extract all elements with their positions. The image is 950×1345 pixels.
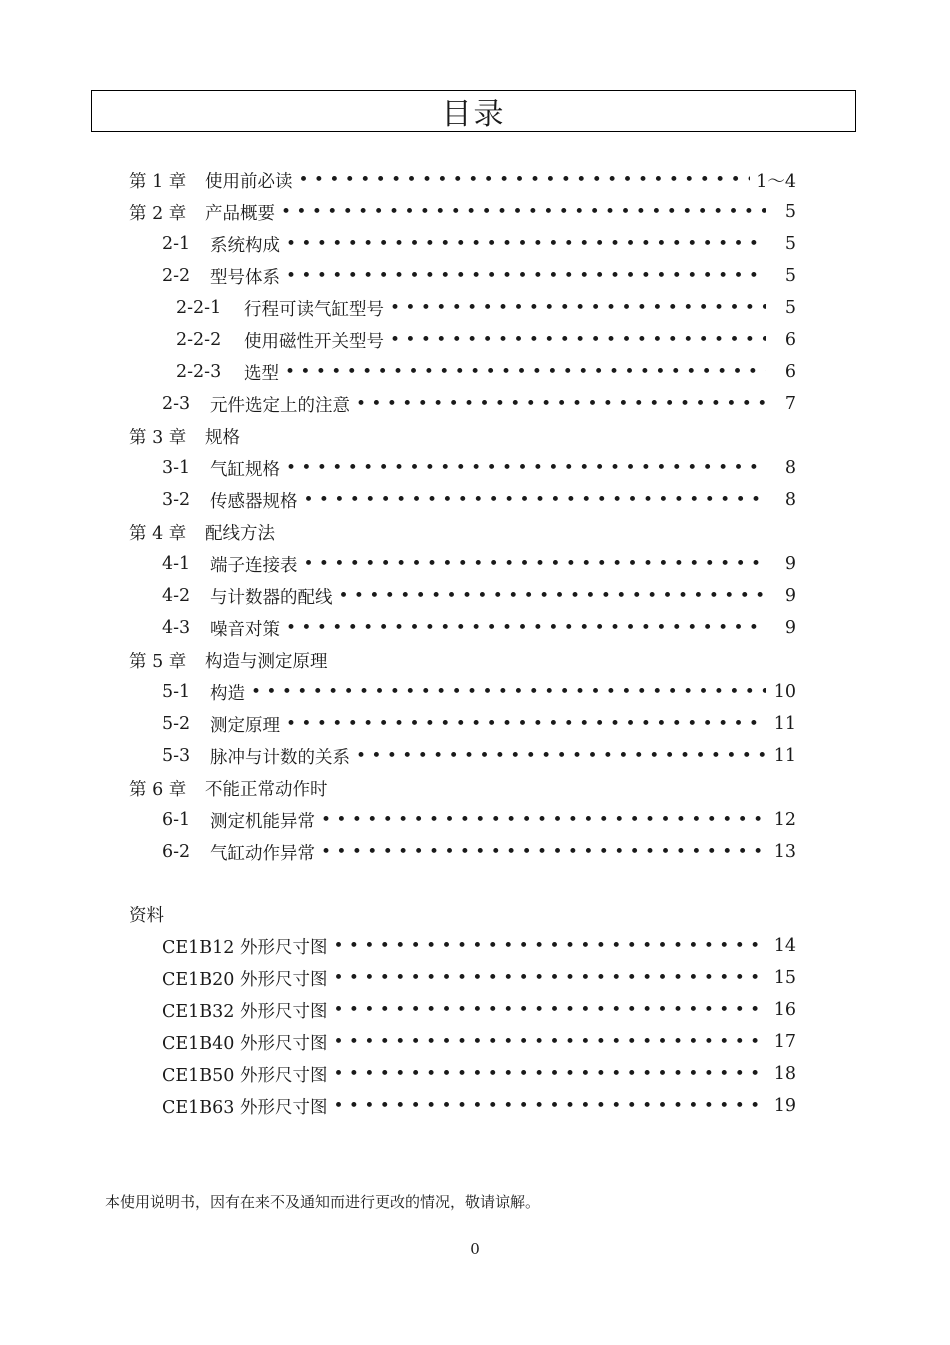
toc-entry-number: 6-2 — [162, 842, 191, 862]
toc-entry-label: 构造 — [210, 683, 245, 704]
toc-entry-label: 测定原理 — [210, 715, 280, 736]
toc-entry-page: 6 — [784, 330, 796, 350]
toc-entry-leader-dots — [251, 682, 766, 702]
toc-entry-number: 6-1 — [162, 810, 191, 830]
toc-entry-leader-dots — [356, 394, 766, 414]
toc-entry-row[interactable] — [162, 744, 796, 768]
toc-entry-number: 2-1 — [162, 234, 191, 254]
toc-entry-leader-dots — [304, 490, 767, 510]
toc-entry-row[interactable] — [162, 616, 796, 640]
toc-entry-leader-dots — [321, 810, 766, 830]
toc-entry-label: 不能正常动作时 — [205, 779, 328, 800]
toc-entry-page: 5 — [784, 202, 796, 222]
appendix-entry-page: 14 — [773, 936, 796, 956]
toc-entry-leader-dots — [390, 330, 766, 350]
toc-entry-number: 2-3 — [162, 394, 191, 414]
toc-entry-leader-dots — [286, 458, 766, 478]
toc-entry-number: 第 6 章 — [129, 779, 187, 800]
toc-entry-leader-dots — [286, 266, 766, 286]
toc-entry-page: 10 — [773, 682, 796, 702]
toc-entry-leader-dots — [286, 714, 766, 734]
toc-entry-number: 第 2 章 — [129, 203, 187, 224]
appendix-entry-page: 18 — [773, 1064, 796, 1084]
toc-entry-label: 配线方法 — [205, 523, 275, 544]
toc-entry-row[interactable] — [176, 328, 796, 352]
toc-entry-row[interactable] — [162, 808, 796, 832]
appendix-entry-label: CE1B12 外形尺寸图 — [162, 937, 328, 958]
toc-entry-page: 8 — [784, 458, 796, 478]
disclaimer-note: 本使用说明书，因有在来不及通知而进行更改的情况，敬请谅解。 — [105, 1193, 541, 1211]
toc-entry-row[interactable] — [162, 552, 796, 576]
appendix-entry-leader-dots — [334, 1064, 767, 1084]
toc-entry-leader-dots — [286, 234, 766, 254]
toc-entry-number: 4-2 — [162, 586, 191, 606]
appendix-entry-label: CE1B20 外形尺寸图 — [162, 969, 328, 990]
toc-entry-label: 气缸动作异常 — [210, 843, 315, 864]
toc-entry-leader-dots — [299, 170, 751, 190]
toc-entry-number: 4-3 — [162, 618, 191, 638]
toc-entry-label: 系统构成 — [210, 235, 280, 256]
toc-entry-leader-dots — [390, 298, 766, 318]
toc-entry-leader-dots — [356, 746, 766, 766]
toc-entry-row[interactable] — [162, 584, 796, 608]
toc-entry-row[interactable] — [162, 232, 796, 256]
toc-entry-row[interactable] — [162, 456, 796, 480]
toc-entry-page: 9 — [784, 554, 796, 574]
appendix-entry-leader-dots — [334, 1000, 767, 1020]
toc-entry-row[interactable] — [162, 488, 796, 512]
appendix-entry-row[interactable] — [162, 1030, 796, 1054]
appendix-entry-row[interactable] — [162, 1062, 796, 1086]
toc-entry-page: 5 — [784, 298, 796, 318]
toc-entry-row[interactable] — [129, 424, 240, 448]
toc-entry-number: 2-2-3 — [176, 362, 222, 382]
toc-entry-page: 12 — [773, 810, 796, 830]
toc-entry-label: 与计数器的配线 — [210, 587, 333, 608]
appendix-entry-page: 17 — [773, 1032, 796, 1052]
toc-entry-label: 脉冲与计数的关系 — [210, 747, 350, 768]
toc-entry-label: 测定机能异常 — [210, 811, 315, 832]
toc-entry-label: 行程可读气缸型号 — [244, 299, 384, 320]
toc-entry-number: 4-1 — [162, 554, 191, 574]
toc-entry-label: 气缸规格 — [210, 459, 280, 480]
toc-entry-number: 第 3 章 — [129, 427, 187, 448]
toc-entry-label: 使用磁性开关型号 — [244, 331, 384, 352]
appendix-entry-row[interactable] — [162, 998, 796, 1022]
appendix-entry-row[interactable] — [162, 1094, 796, 1118]
appendix-heading: 资料 — [129, 906, 164, 926]
toc-entry-leader-dots — [281, 202, 766, 222]
toc-entry-number: 3-2 — [162, 490, 191, 510]
appendix-entry-page: 15 — [773, 968, 796, 988]
appendix-entry-row[interactable] — [162, 934, 796, 958]
appendix-entry-row[interactable] — [162, 966, 796, 990]
toc-entry-row[interactable] — [129, 200, 796, 224]
toc-entry-leader-dots — [339, 586, 767, 606]
toc-entry-row[interactable] — [162, 264, 796, 288]
toc-entry-row[interactable] — [162, 680, 796, 704]
toc-entry-label: 噪音对策 — [210, 619, 280, 640]
toc-entry-row[interactable] — [162, 840, 796, 864]
toc-entry-page: 8 — [784, 490, 796, 510]
page-number: 0 — [470, 1240, 480, 1258]
toc-entry-label: 型号体系 — [210, 267, 280, 288]
toc-entry-page: 11 — [773, 714, 796, 734]
toc-entry-leader-dots — [286, 618, 766, 638]
appendix-entry-leader-dots — [334, 1096, 767, 1116]
appendix-entry-page: 19 — [773, 1096, 796, 1116]
toc-entry-label: 使用前必读 — [205, 171, 293, 192]
toc-entry-number: 5-2 — [162, 714, 191, 734]
toc-entry-label: 产品概要 — [205, 203, 275, 224]
toc-title-text: 目录 — [441, 97, 506, 132]
toc-entry-row[interactable] — [162, 392, 796, 416]
toc-entry-page: 5 — [784, 234, 796, 254]
toc-entry-label: 端子连接表 — [210, 555, 298, 576]
toc-entry-number: 第 4 章 — [129, 523, 187, 544]
toc-entry-row[interactable] — [129, 648, 328, 672]
toc-entry-page: 13 — [773, 842, 796, 862]
toc-title — [91, 90, 856, 132]
toc-entry-label: 选型 — [244, 363, 279, 384]
toc-entry-number: 5-3 — [162, 746, 191, 766]
appendix-entry-label: CE1B50 外形尺寸图 — [162, 1065, 328, 1086]
toc-entry-row[interactable] — [176, 296, 796, 320]
toc-entry-label: 规格 — [205, 427, 240, 448]
toc-entry-leader-dots — [285, 362, 766, 382]
appendix-entry-label: CE1B40 外形尺寸图 — [162, 1033, 328, 1054]
appendix-entry-leader-dots — [334, 1032, 767, 1052]
toc-entry-leader-dots — [321, 842, 766, 862]
toc-entry-row[interactable] — [129, 776, 328, 800]
toc-entry-number: 第 1 章 — [129, 171, 187, 192]
toc-entry-page: 9 — [784, 618, 796, 638]
toc-entry-leader-dots — [304, 554, 767, 574]
appendix-entry-label: CE1B63 外形尺寸图 — [162, 1097, 328, 1118]
appendix-entry-label: CE1B32 外形尺寸图 — [162, 1001, 328, 1022]
toc-entry-number: 2-2 — [162, 266, 191, 286]
appendix-entry-page: 16 — [773, 1000, 796, 1020]
toc-entry-label: 构造与测定原理 — [205, 651, 328, 672]
appendix-entry-leader-dots — [334, 968, 767, 988]
toc-entry-row[interactable] — [129, 520, 275, 544]
toc-entry-row[interactable] — [162, 712, 796, 736]
toc-entry-number: 2-2-2 — [176, 330, 222, 350]
toc-entry-page: 11 — [773, 746, 796, 766]
toc-entry-page: 5 — [784, 266, 796, 286]
toc-entry-row[interactable] — [176, 360, 796, 384]
toc-entry-number: 2-2-1 — [176, 298, 222, 318]
toc-entry-page: 7 — [784, 394, 796, 414]
toc-entry-label: 传感器规格 — [210, 491, 298, 512]
appendix-entry-leader-dots — [334, 936, 767, 956]
toc-entry-label: 元件选定上的注意 — [210, 395, 350, 416]
toc-entry-number: 3-1 — [162, 458, 191, 478]
toc-entry-page: 6 — [784, 362, 796, 382]
toc-entry-number: 第 5 章 — [129, 651, 187, 672]
toc-entry-page: 1～4 — [756, 171, 796, 192]
toc-entry-page: 9 — [784, 586, 796, 606]
toc-entry-number: 5-1 — [162, 682, 191, 702]
toc-entry-row[interactable] — [129, 168, 796, 192]
